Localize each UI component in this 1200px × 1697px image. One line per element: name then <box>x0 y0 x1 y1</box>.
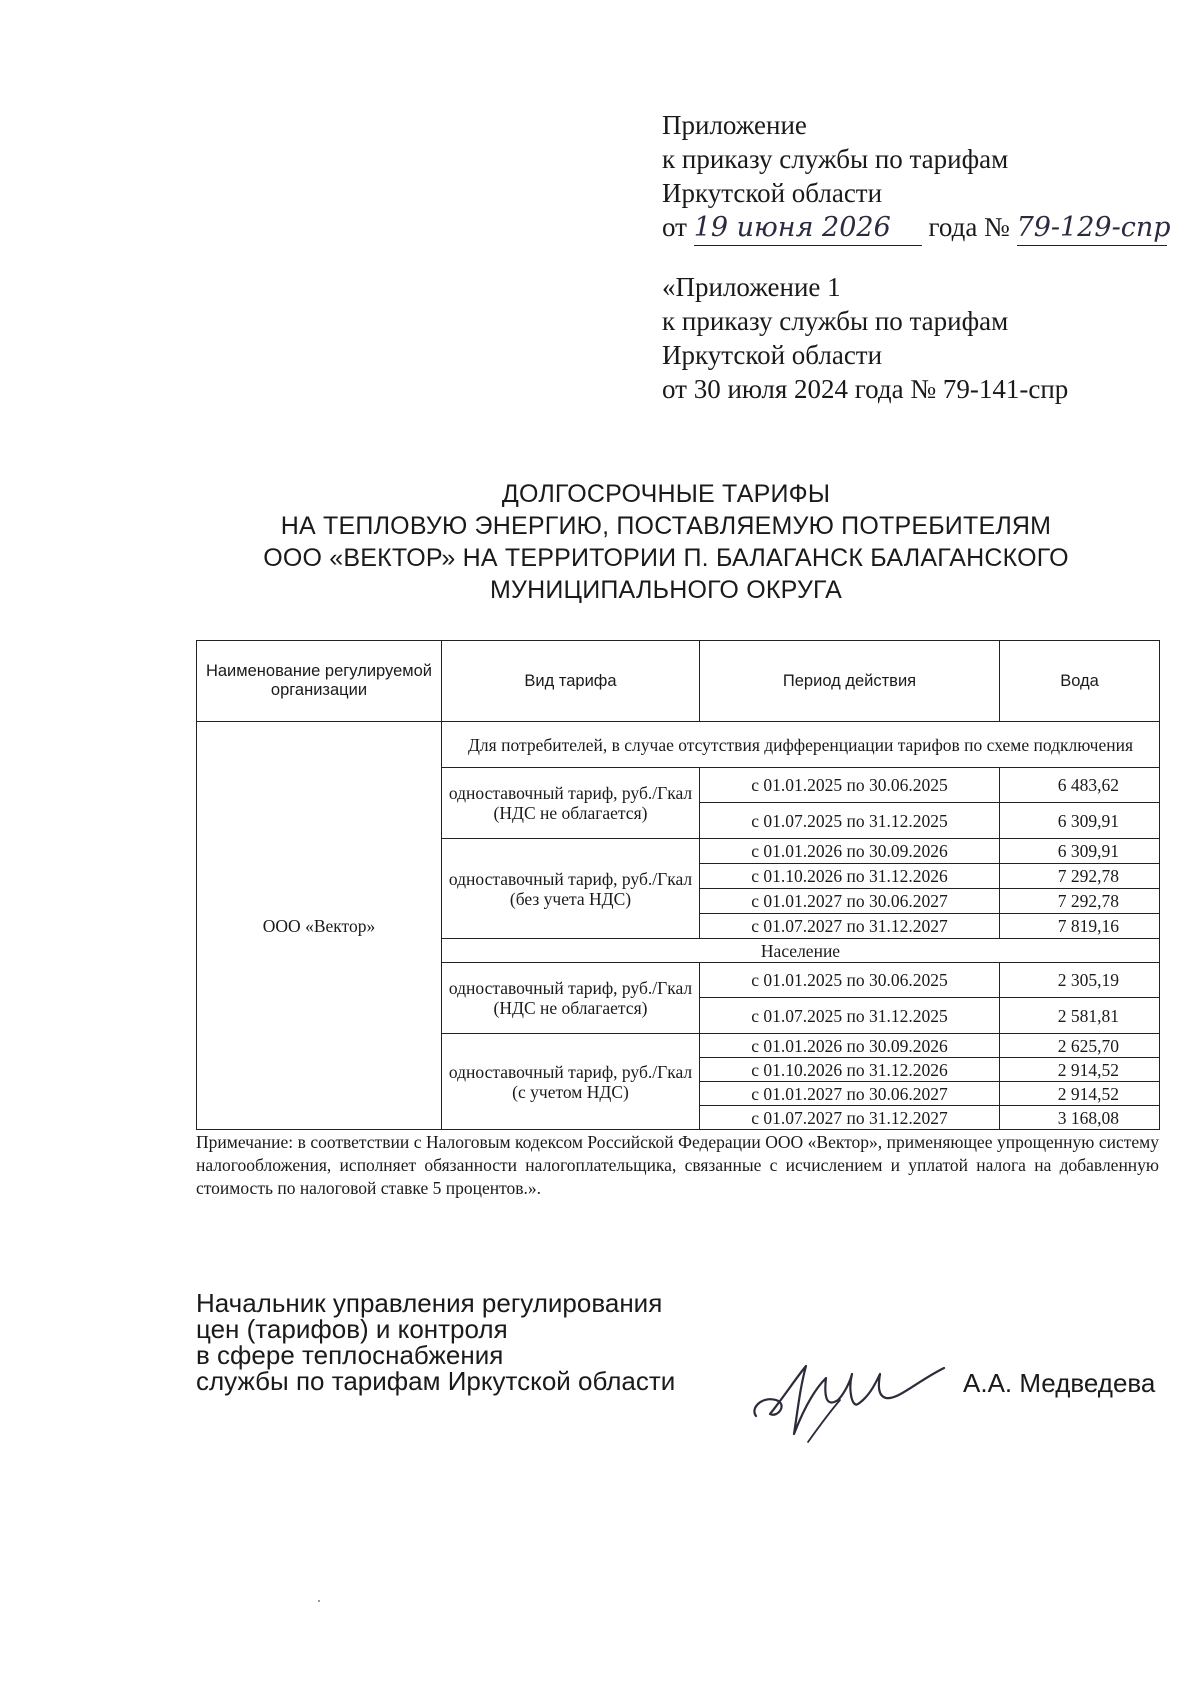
date-prefix: от <box>662 212 687 242</box>
period-cell: с 01.07.2027 по 31.12.2027 <box>700 1106 1000 1130</box>
title-line: ООО «ВЕКТОР» НА ТЕРРИТОРИИ П. БАЛАГАНСК БАЛАГАНСКОГО <box>263 544 1069 572</box>
number-blank <box>1016 210 1171 246</box>
header-tariff-type: Вид тарифа <box>442 641 700 722</box>
value-cell: 2 581,81 <box>1000 998 1160 1034</box>
period-cell: с 01.01.2026 по 30.09.2026 <box>700 839 1000 864</box>
value-cell: 2 625,70 <box>1000 1034 1160 1058</box>
value-cell: 2 305,19 <box>1000 963 1160 998</box>
quoted-appendix-block <box>662 270 1068 406</box>
appendix-line: к приказу службы по тарифам <box>662 144 1009 174</box>
signer-title <box>196 1290 675 1394</box>
quoted-appendix-line: от 30 июля 2024 года № 79-141-спр <box>662 374 1069 404</box>
value-cell: 3 168,08 <box>1000 1106 1160 1130</box>
period-cell: с 01.10.2026 по 31.12.2026 <box>700 864 1000 889</box>
tariff-type-cell: одноставочный тариф, руб./Гкал (с учетом НДС) <box>442 1034 700 1130</box>
tariff-type-cell: одноставочный тариф, руб./Гкал (НДС не облагается) <box>442 963 700 1034</box>
appendix-line: Приложение <box>662 110 807 140</box>
value-cell: 7 819,16 <box>1000 914 1160 939</box>
title-line: ДОЛГОСРОЧНЫЕ ТАРИФЫ <box>501 480 831 508</box>
appendix-block <box>662 108 1171 246</box>
value-cell: 6 309,91 <box>1000 839 1160 864</box>
signer-title-line: в сфере теплоснабжения <box>196 1340 504 1370</box>
header-period: Период действия <box>700 641 1000 722</box>
quoted-appendix-line: Иркутской области <box>662 340 883 370</box>
signer-title-line: службы по тарифам Иркутской области <box>196 1366 676 1396</box>
period-cell: с 01.01.2027 по 30.06.2027 <box>700 1082 1000 1106</box>
quoted-appendix-line: к приказу службы по тарифам <box>662 306 1009 336</box>
period-cell: с 01.01.2026 по 30.09.2026 <box>700 1034 1000 1058</box>
header-org: Наименование регулируемой организации <box>197 641 442 722</box>
value-cell: 7 292,78 <box>1000 889 1160 914</box>
period-cell: с 01.10.2026 по 31.12.2026 <box>700 1058 1000 1082</box>
period-cell: с 01.01.2025 по 30.06.2025 <box>700 963 1000 998</box>
period-cell: с 01.01.2025 по 30.06.2025 <box>700 768 1000 803</box>
appendix-date-line <box>662 210 1171 246</box>
title-line: МУНИЦИПАЛЬНОГО ОКРУГА <box>490 576 842 604</box>
tariff-type-cell: одноставочный тариф, руб./Гкал (НДС не облагается) <box>442 768 700 839</box>
signer-name: А.А. Медведева <box>963 1368 1156 1398</box>
handwritten-signature <box>748 1338 948 1448</box>
tariff-type-cell: одноставочный тариф, руб./Гкал (без учета НДС) <box>442 839 700 939</box>
period-cell: с 01.07.2025 по 31.12.2025 <box>700 998 1000 1034</box>
header-water: Вода <box>1000 641 1160 722</box>
period-cell: с 01.07.2025 по 31.12.2025 <box>700 803 1000 839</box>
value-cell: 6 309,91 <box>1000 803 1160 839</box>
handwritten-number: 79-129-спр <box>1016 212 1171 243</box>
date-blank <box>694 210 922 246</box>
handwritten-date: 19 июня 2026 <box>693 212 891 243</box>
section-title: Население <box>442 939 1160 963</box>
signer-title-line: Начальник управления регулирования <box>196 1288 663 1318</box>
document-title <box>196 478 1136 606</box>
period-cell: с 01.07.2027 по 31.12.2027 <box>700 914 1000 939</box>
signer-title-line: цен (тарифов) и контроля <box>196 1314 508 1344</box>
tariff-table <box>196 640 1160 1130</box>
footnote: Примечание: в соответствии с Налоговым кодексом Российской Федерации ООО «Вектор», применяющее упрощенную систему налогообложения, исполняет обязанности налогоплательщика, связанные с исчислением и уплатой налога на добавленную стоимость по налоговой ставке 5 процентов.». <box>196 1132 1159 1198</box>
table-header-row <box>197 641 1160 722</box>
appendix-line: Иркутской области <box>662 178 883 208</box>
quoted-appendix-line: «Приложение 1 <box>662 272 841 302</box>
value-cell: 2 914,52 <box>1000 1082 1160 1106</box>
year-word: года № <box>928 212 1010 242</box>
period-cell: с 01.01.2027 по 30.06.2027 <box>700 889 1000 914</box>
value-cell: 6 483,62 <box>1000 768 1160 803</box>
scan-speck <box>318 1600 320 1602</box>
section-title: Для потребителей, в случае отсутствия дифференциации тарифов по схеме подключения <box>442 722 1160 768</box>
value-cell: 2 914,52 <box>1000 1058 1160 1082</box>
value-cell: 7 292,78 <box>1000 864 1160 889</box>
title-line: НА ТЕПЛОВУЮ ЭНЕРГИЮ, ПОСТАВЛЯЕМУЮ ПОТРЕБИТЕЛЯМ <box>280 512 1052 540</box>
organization-cell: ООО «Вектор» <box>197 722 442 1130</box>
section-row <box>197 722 1160 768</box>
